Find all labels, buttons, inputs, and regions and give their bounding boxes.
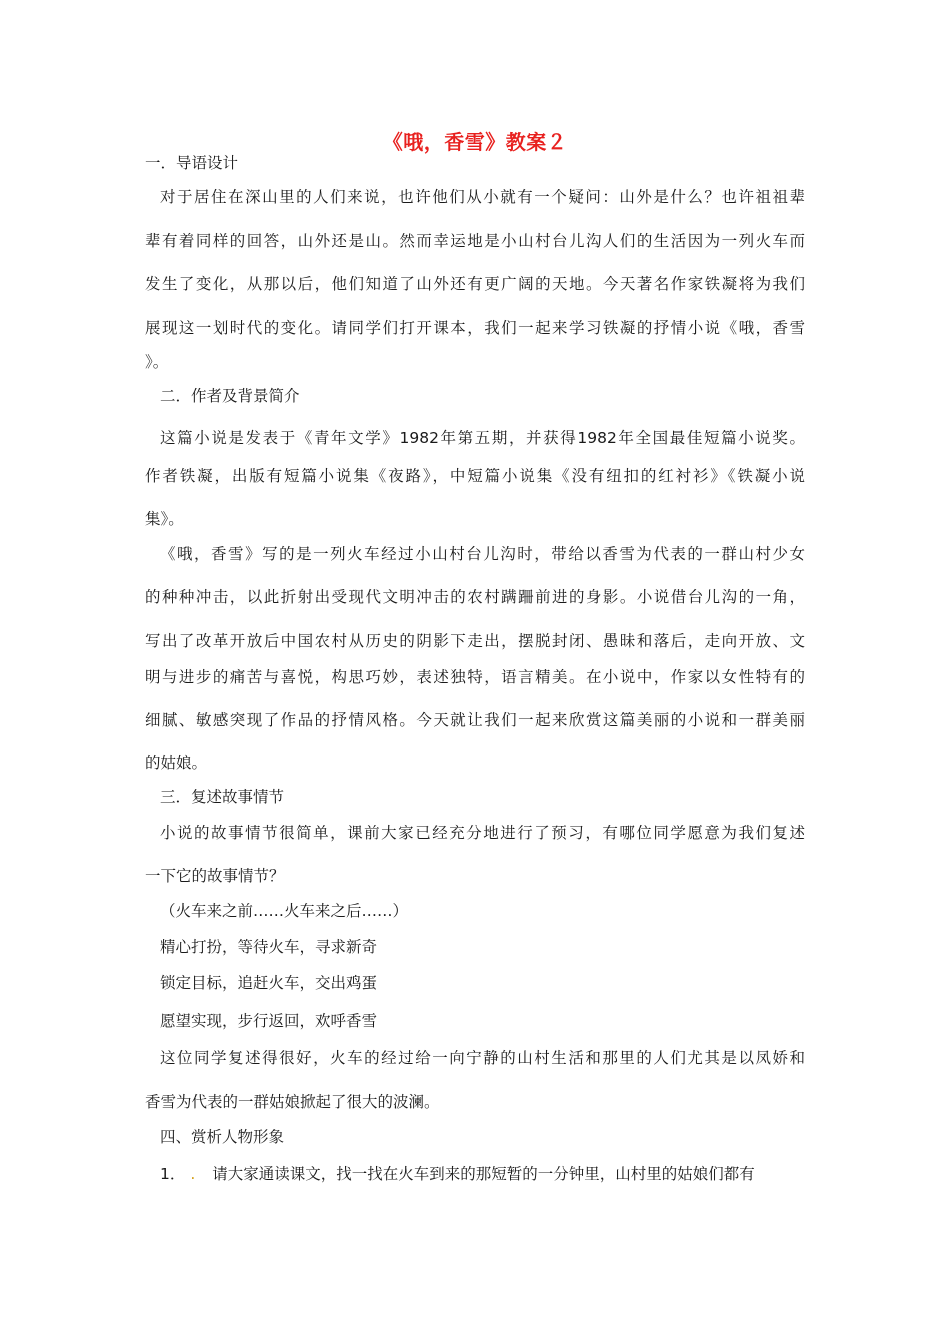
list-item-text: 请大家通读课文，找一找在火车到来的那短暂的一分钟里，山村里的姑娘们都有 (212, 1165, 755, 1183)
paragraph-line: 展现这一划时代的变化。请同学们打开课本，我们一起来学习铁凝的抒情小说《哦，香雪 (145, 319, 805, 337)
section-heading-2: 二．作者及背景简介 (160, 387, 300, 405)
section-heading-1: 一．导语设计 (145, 154, 239, 172)
paragraph-line: 《哦，香雪》写的是一列火车经过小山村台儿沟时，带给以香雪为代表的一群山村少女 (160, 545, 805, 563)
outline-line: 愿望实现，步行返回，欢呼香雪 (160, 1012, 378, 1030)
paragraph-line: 细腻、敏感突现了作品的抒情风格。今天就让我们一起来欣赏这篇美丽的小说和一群美丽 (145, 711, 805, 729)
list-item-number: 1． (160, 1165, 186, 1183)
section-heading-3: 三．复述故事情节 (160, 788, 285, 806)
page-title: 《哦，香雪》教案２ (382, 130, 568, 154)
paragraph-line: 的种种冲击，以此折射出受现代文明冲击的农村蹒跚前进的身影。小说借台儿沟的一角， (145, 588, 805, 606)
paragraph-line: 这篇小说是发表于《青年文学》1982年第五期，并获得1982年全国最佳短篇小说奖。 (160, 429, 805, 447)
outline-line: 锁定目标，追赶火车，交出鸡蛋 (160, 974, 378, 992)
paragraph-line: 这位同学复述得很好，火车的经过给一向宁静的山村生活和那里的人们尤其是以凤娇和 (160, 1049, 805, 1067)
paragraph-line: 的姑娘。 (145, 754, 208, 772)
section-heading-4: 四、赏析人物形象 (160, 1128, 285, 1146)
paragraph-line: 小说的故事情节很简单，课前大家已经充分地进行了预习，有哪位同学愿意为我们复述 (160, 824, 805, 842)
paragraph-line: 发生了变化，从那以后，他们知道了山外还有更广阔的天地。今天著名作家铁凝将为我们 (145, 275, 805, 293)
list-item-1 (160, 1164, 755, 1184)
outline-line: 精心打扮，等待火车，寻求新奇 (160, 938, 378, 956)
list-item-mark: . (190, 1165, 196, 1183)
paragraph-line: 香雪为代表的一群姑娘掀起了很大的波澜。 (145, 1093, 440, 1111)
paragraph-line: 集》。 (145, 510, 184, 528)
paragraph-line: 明与进步的痛苦与喜悦，构思巧妙，表述独特，语言精美。在小说中，作家以女性特有的 (145, 668, 805, 686)
paragraph-line: 作者铁凝，出版有短篇小说集《夜路》，中短篇小说集《没有纽扣的红衬衫》《铁凝小说 (145, 467, 805, 485)
outline-line: （火车来之前……火车来之后……） (160, 902, 409, 920)
paragraph-line: 辈有着同样的回答，山外还是山。然而幸运地是小山村台儿沟人们的生活因为一列火车而 (145, 232, 805, 250)
paragraph-line: 一下它的故事情节？ (145, 867, 285, 885)
paragraph-line: 》。 (145, 353, 169, 371)
paragraph-line: 写出了改革开放后中国农村从历史的阴影下走出，摆脱封闭、愚昧和落后，走向开放、文 (145, 632, 805, 650)
paragraph-line: 对于居住在深山里的人们来说，也许他们从小就有一个疑问：山外是什么？也许祖祖辈 (160, 188, 805, 206)
